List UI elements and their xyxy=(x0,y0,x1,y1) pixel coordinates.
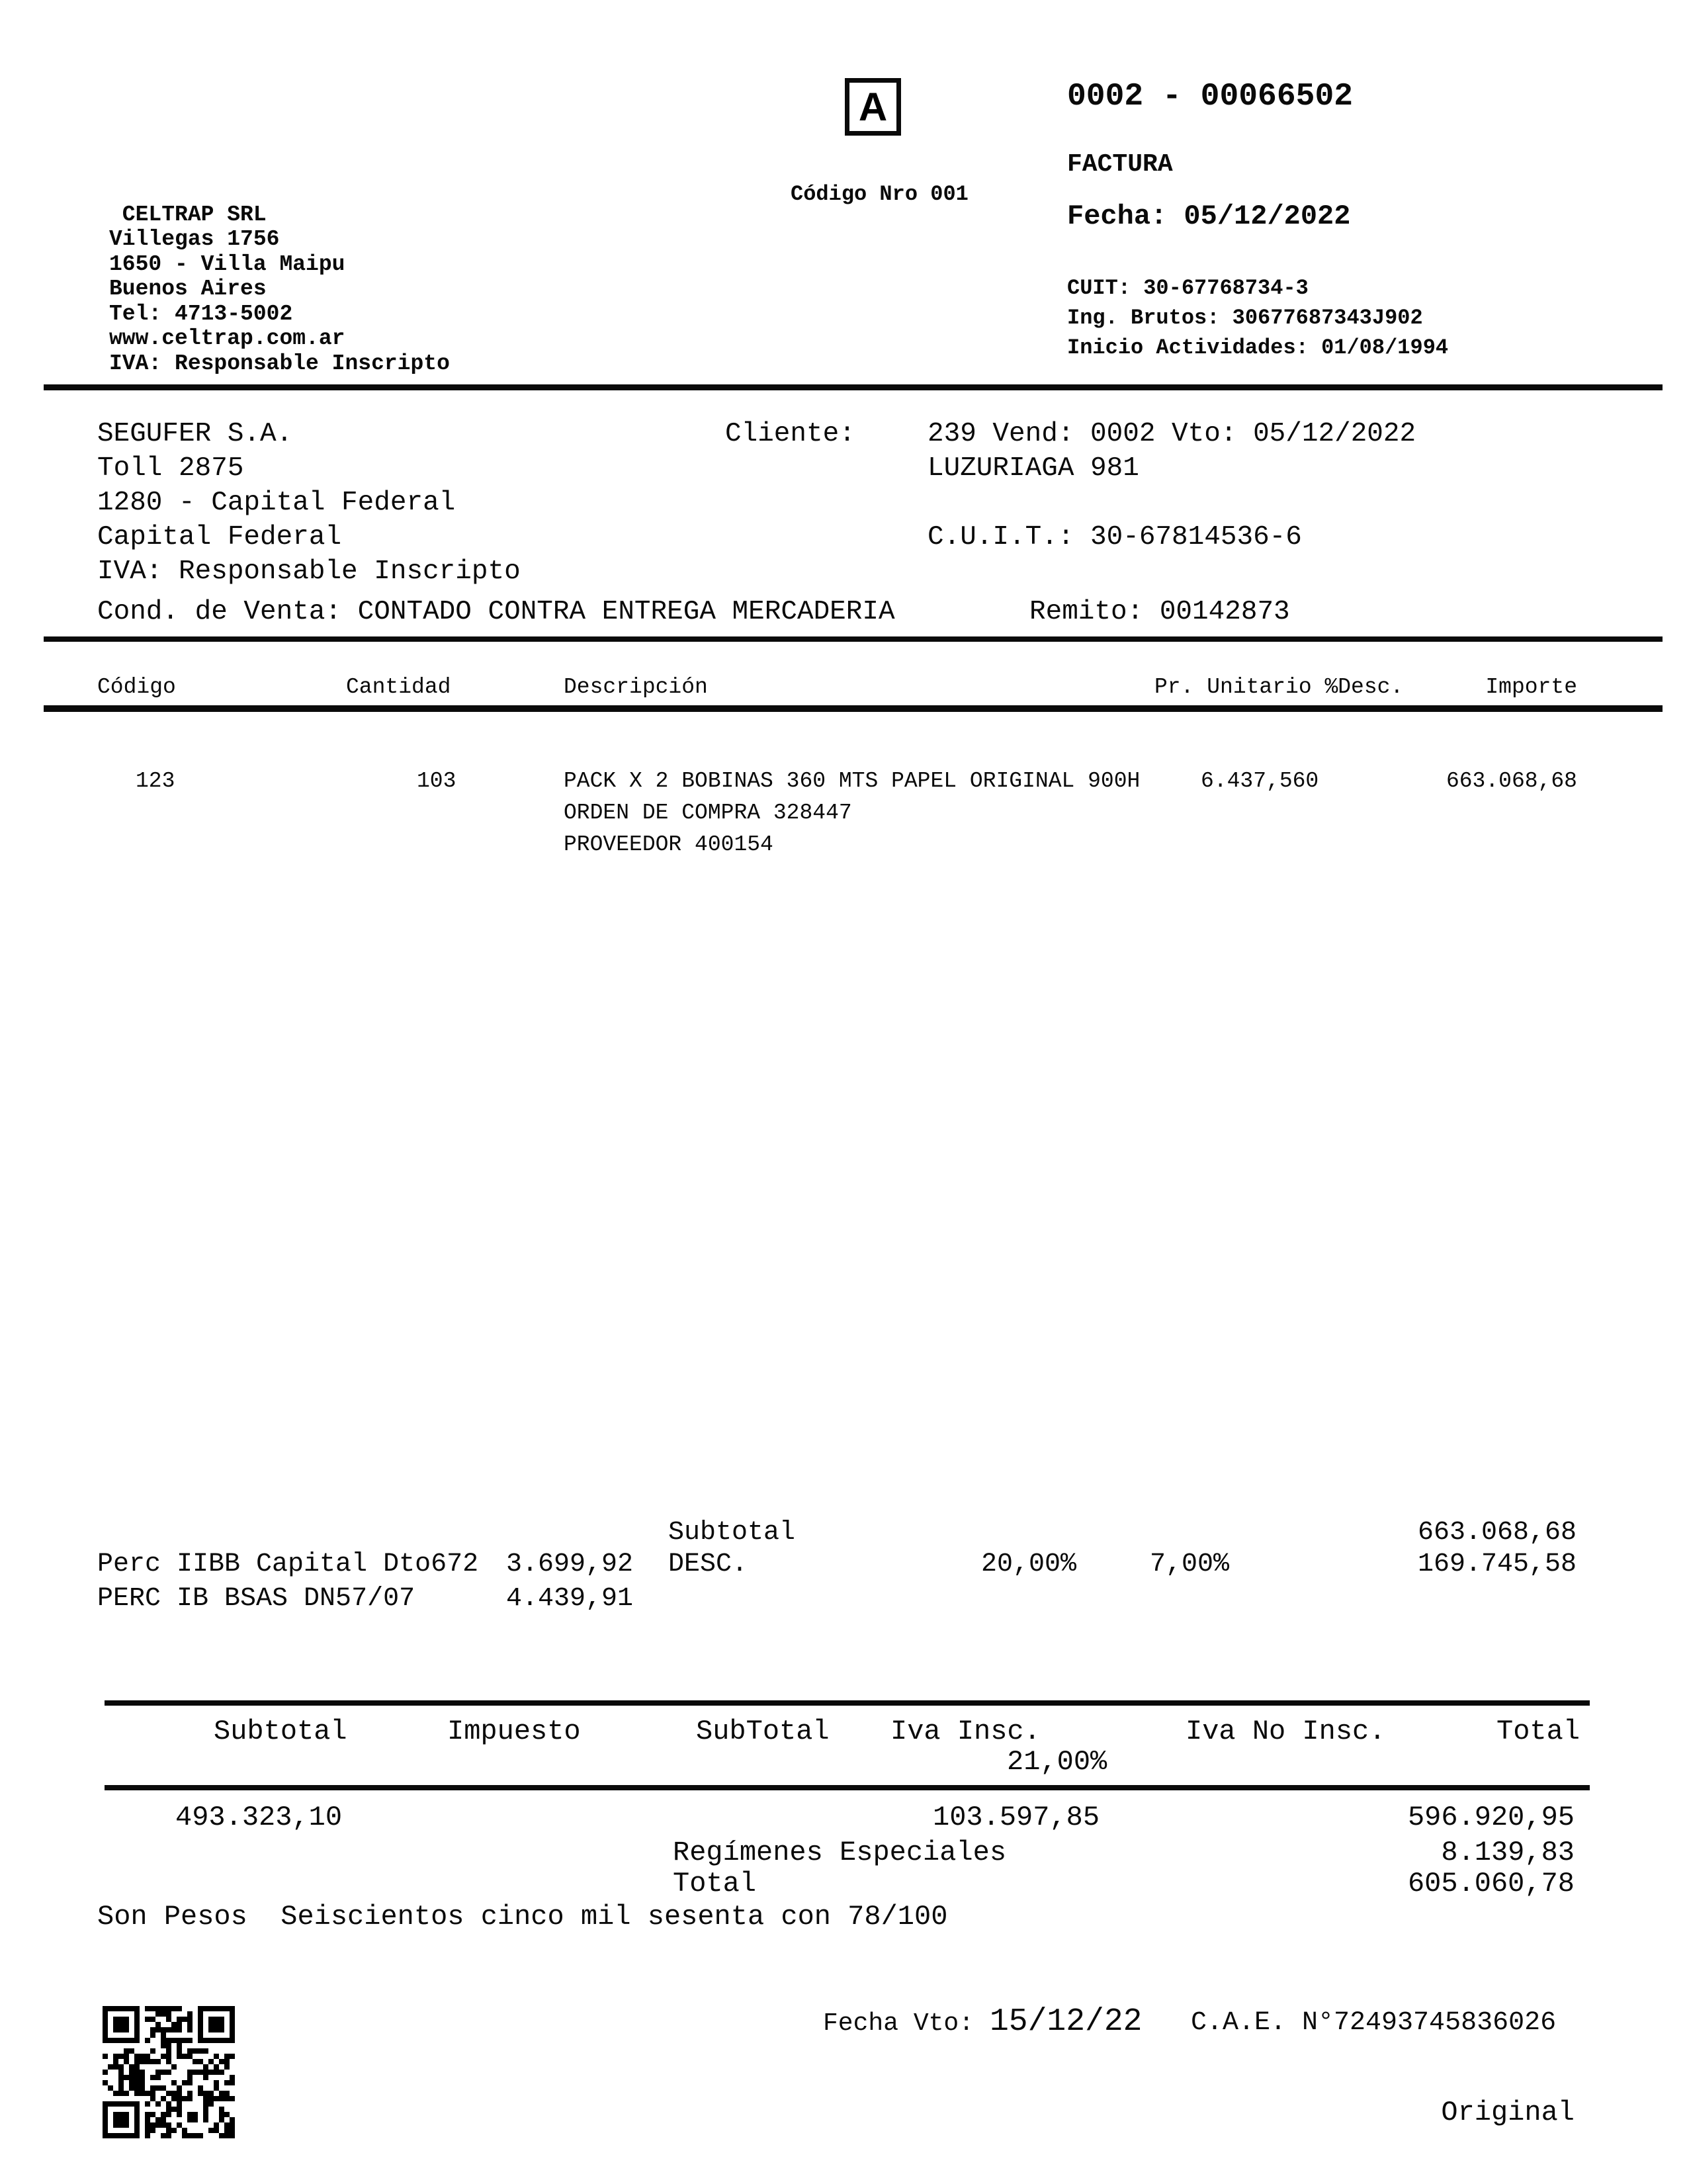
descuento-label: DESC. xyxy=(668,1550,748,1579)
fecha-vto-label: Fecha Vto: xyxy=(823,2009,974,2038)
client-cuit: C.U.I.T.: 30-67814536-6 xyxy=(928,522,1302,552)
client-province: Capital Federal xyxy=(97,522,342,552)
invoice-number: 0002 - 00066502 xyxy=(1067,79,1354,114)
divider-header xyxy=(44,384,1663,390)
totals-partial-total-value: 596.920,95 xyxy=(1407,1802,1575,1833)
col-header-pr-unitario-desc: Pr. Unitario %Desc. xyxy=(1154,675,1404,699)
seller-province: Buenos Aires xyxy=(109,277,267,301)
percepcion-ib-bsas-label: PERC IB BSAS DN57/07 xyxy=(97,1584,415,1614)
seller-cuit: CUIT: 30-67768734-3 xyxy=(1067,276,1309,300)
seller-ing-brutos: Ing. Brutos: 30677687343J902 xyxy=(1067,306,1423,330)
item-descripcion: PACK X 2 BOBINAS 360 MTS PAPEL ORIGINAL 900H xyxy=(564,769,1141,793)
divider-totals-header xyxy=(105,1785,1590,1790)
seller-city: 1650 - Villa Maipu xyxy=(109,252,345,277)
client-label: Cliente: xyxy=(725,419,855,449)
col-header-codigo: Código xyxy=(97,675,176,699)
divider-client xyxy=(44,636,1663,642)
item-cantidad: 103 xyxy=(417,769,456,793)
percepcion-iibb-capital-value: 3.699,92 xyxy=(505,1550,633,1579)
remito-number: Remito: 00142873 xyxy=(1029,597,1290,627)
col-header-descripcion: Descripción xyxy=(564,675,708,699)
item-precio-unitario: 6.437,560 xyxy=(1201,769,1319,793)
seller-name: CELTRAP SRL xyxy=(109,202,267,227)
client-name: SEGUFER S.A. xyxy=(97,419,293,449)
subtotal-value: 663.068,68 xyxy=(1417,1518,1577,1548)
item-detail-orden-compra: ORDEN DE COMPRA 328447 xyxy=(564,801,852,825)
divider-totals-top xyxy=(105,1700,1590,1706)
item-codigo: 123 xyxy=(136,769,175,793)
amount-in-words: Son Pesos Seiscientos cinco mil sesenta con 78/100 xyxy=(97,1901,948,1933)
percepcion-iibb-capital-label: Perc IIBB Capital Dto672 xyxy=(97,1550,479,1579)
invoice-date: Fecha: 05/12/2022 xyxy=(1067,200,1351,232)
client-zip-city: 1280 - Capital Federal xyxy=(97,488,456,518)
regimenes-especiales-value: 8.139,83 xyxy=(1441,1837,1575,1868)
codigo-nro: Código Nro 001 xyxy=(791,182,969,206)
descuento-pct-2: 7,00% xyxy=(1150,1550,1230,1579)
col-header-cantidad: Cantidad xyxy=(346,675,451,699)
regimenes-especiales-label: Regímenes Especiales xyxy=(673,1837,1007,1868)
totals-header-iva-no-insc: Iva No Insc. xyxy=(1186,1716,1386,1747)
item-detail-proveedor: PROVEEDOR 400154 xyxy=(564,832,773,857)
item-importe: 663.068,68 xyxy=(1446,769,1577,793)
client-street2: LUZURIAGA 981 xyxy=(928,453,1139,484)
divider-table-header xyxy=(44,705,1663,712)
seller-phone: Tel: 4713-5002 xyxy=(109,302,293,326)
copy-type-original: Original xyxy=(1441,2097,1575,2128)
fecha-vto-value: 15/12/22 xyxy=(990,2004,1143,2040)
total-label: Total xyxy=(673,1868,757,1900)
descuento-pct-1: 20,00% xyxy=(981,1550,1077,1579)
cae-number: C.A.E. N°72493745836026 xyxy=(1191,2008,1557,2038)
invoice-letter: A xyxy=(858,84,888,129)
totals-iva-insc-value: 103.597,85 xyxy=(933,1802,1100,1833)
seller-iva-status: IVA: Responsable Inscripto xyxy=(109,351,450,376)
subtotal-label: Subtotal xyxy=(668,1518,796,1548)
client-street: Toll 2875 xyxy=(97,453,244,484)
payment-terms: Cond. de Venta: CONTADO CONTRA ENTREGA MERCADERIA xyxy=(97,597,895,627)
total-value: 605.060,78 xyxy=(1407,1868,1575,1900)
totals-header-subtotal2: SubTotal xyxy=(696,1716,830,1747)
descuento-importe: 169.745,58 xyxy=(1417,1550,1577,1579)
totals-header-total: Total xyxy=(1496,1716,1580,1747)
iva-rate: 21,00% xyxy=(1007,1746,1107,1778)
qr-code xyxy=(103,2006,235,2138)
client-iva-status: IVA: Responsable Inscripto xyxy=(97,556,521,587)
invoice-letter-box xyxy=(845,78,901,136)
totals-subtotal-value: 493.323,10 xyxy=(175,1802,343,1833)
totals-header-impuesto: Impuesto xyxy=(447,1716,581,1747)
doc-type: FACTURA xyxy=(1067,150,1173,179)
seller-street: Villegas 1756 xyxy=(109,227,280,251)
seller-website: www.celtrap.com.ar xyxy=(109,326,345,351)
totals-header-iva-insc: Iva Insc. xyxy=(890,1716,1041,1747)
totals-header-subtotal: Subtotal xyxy=(214,1716,347,1747)
percepcion-ib-bsas-value: 4.439,91 xyxy=(505,1584,633,1614)
seller-inicio-actividades: Inicio Actividades: 01/08/1994 xyxy=(1067,335,1449,360)
col-header-importe: Importe xyxy=(1485,675,1577,699)
client-number-vend-vto: 239 Vend: 0002 Vto: 05/12/2022 xyxy=(928,419,1416,449)
